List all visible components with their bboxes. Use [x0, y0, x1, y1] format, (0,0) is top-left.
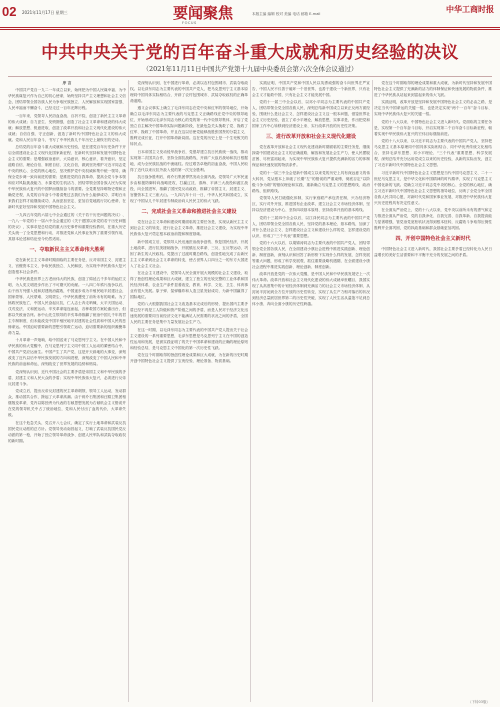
article-subtitle: （2021年11月11日中国共产党第十九届中央委员会第六次全体会议通过）: [142, 65, 358, 73]
paragraph: 党领导人民打破僵化体制，实行家庭联产承包责任制，兴办经济特区，实行对外开放，推进国有企业改革，建立社会主义市场经济体制，坚持以经济建设为中心、坚持四项基本原则、坚持改革开放的基本路线。: [252, 196, 370, 213]
paragraph: 在社会主义建设中，党领导人民全面开展大规模的社会主义建设，取得了独创性理论成果和巨大成就，建立了独立的比较完整的工业体系和国民经济体系，农业生产条件显著改变，教育、科学、文化、卫生、体育事业有很大发展。原子弹、氢弹爆炸和人造卫星发射成功，为新中国赢得了国际地位。: [130, 270, 248, 299]
page-header: [0, 0, 500, 30]
section-subtitle: FOCUS: [182, 21, 197, 25]
header-rule-thin: [0, 29, 500, 30]
newspaper-masthead: 中华工商时报: [446, 5, 494, 14]
paragraph: 在全面从严治党上，党的十八大以来，党中央以前所未有的勇气和定力推进全面从严治党，党的自我净化、自我完善、自我革新、自我提高能力显著增强，管党治党宽松软状况得到根本扭转，反腐败斗争取得压倒性胜利并全面巩固，党的执政基础和群众基础更加巩固。: [374, 207, 492, 230]
header-rule: [0, 27, 500, 28]
title-rule: [8, 76, 492, 77]
continued-note: （下转03版）: [468, 700, 490, 704]
paragraph: 一百年来，党领导人民浴血奋战、百折不挠，创造了新民主主义革命的伟大成就；自力更生、发愤图强，创造了社会主义革命和建设的伟大成就；解放思想、锐意进取，创造了改革开放和社会主义现代化建设的伟大成就；自信自强、守正创新，创造了新时代中国特色社会主义的伟大成就。党和人民百年奋斗，书写了中华民族几千年历史上最恢宏的史诗。: [8, 113, 126, 142]
section-heading-1: 一、夺取新民主主义革命伟大胜利: [29, 246, 105, 253]
paragraph: 党的十八大以来，以习近平同志为主要代表的中国共产党人，坚持把马克思主义基本原理同中国具体实际相结合、同中华优秀传统文化相结合，坚持毛泽东思想、邓小平理论、“三个代表”重要思想、科学发展观，深刻总结并充分运用党成立以来的历史经验，从新的实际出发，创立了习近平新时代中国特色社会主义思想。: [374, 139, 492, 168]
paragraph: 党的八大根据我国社会主义改造基本完成后的形势，提出国内主要矛盾已经不再是工人阶级和资产阶级之间的矛盾，而是人民对于经济文化迅速发展的需要同当前经济文化不能满足人民需要的状况之间的矛盾，全国人民的主要任务是集中力量发展社会生产力。: [130, 302, 248, 325]
editor-credits: 本版主编 编辑 校对 美编 电话 邮箱 E-mail: [252, 12, 321, 16]
paragraph: 实践证明，中国共产党和中国人民以英勇顽强的奋斗向世界庄严宣告，中国人民不仅善于破坏一个旧世界，也善于建设一个新世界，只有社会主义才能救中国，只有社会主义才能发展中国。: [252, 81, 370, 97]
paragraph: 党的十三届四中全会以后，以江泽民同志为主要代表的中国共产党人，团结带领全党全国各族人民，坚持党的基本理论、基本路线，加深了对什么是社会主义、怎样建设社会主义和建设什么样的党、怎样建设党的认识，形成了“三个代表”重要思想。: [252, 215, 370, 238]
paragraph: 党成立后，提出反帝反封建的民主革命纲领，领导工人运动，发动群众，推动国共合作，掀起了大革命高潮。由于蒋介石集团和汪精卫集团相继叛变革命，党内以陈独秀为代表的右倾思想发展为右倾机会主义错误并在党的领导机关中占了统治地位，党和人民付出了血的代价，大革命失败。: [8, 389, 126, 418]
paragraph: 遵义会议事实上确立了毛泽东同志在党中央和红军的领导地位，开始确立以毛泽东同志为主要代表的马克思主义正确路线在党中央的领导地位，开始形成以毛泽东同志为核心的党的第一代中央领导集体，开启了党独立自主解决中国革命实际问题新阶段，在最危急关头挽救了党、挽救了红军、挽救了中国革命，并且在这以后使党能够战胜张国焘的分裂主义，胜利完成长征，打开中国革命新局面。这在党的历史上是一个生死攸关的转折点。: [130, 106, 248, 147]
paragraph: 实践证明，改革开放是坚持和发展中国特色社会主义的必由之路，是决定当代中国命运的关键一招，也是决定实现“两个一百年”奋斗目标、实现中华民族伟大复兴的关键一招。: [374, 100, 492, 117]
paragraph: 党在这个时期取得的理论成果和重大成就，为新时代坚持和发展中国特色社会主义提供了充满新的活力的体制保证和快速发展的物质条件，推进了中华民族从站起来到富起来的伟大飞跃。: [374, 81, 492, 97]
paragraph: 中国共产党自一九二一年成立以来，始终把为中国人民谋幸福、为中华民族谋复兴作为自己的初心使命，始终坚持共产主义理想和社会主义信念，团结带领全国各族人民为争取民族独立、人民解放和实现国家富强、人民幸福而不懈奋斗，已经走过一百年光辉历程。: [8, 88, 126, 111]
paragraph: 一九四五年党的六届七中全会通过的《关于若干历史问题的决议》、一九八一年党的十一届六中全会通过的《关于建国以来党的若干历史问题的决议》，实事求是总结党的重大历史事件和重要经验教训，在重大历史关头统一了全党思想和行动，对推进党和人民事业发挥了重要引领作用，其基本论述和结论至今仍然适用。: [8, 212, 126, 241]
paragraph: 党在社会主义革命和建设时期面临的主要任务是，实现从新民主主义到社会主义的转变，进行社会主义革命，推进社会主义建设，为实现中华民族伟大复兴奠定根本政治前提和制度基础。: [130, 220, 248, 237]
paragraph: 在这一时期，以毛泽东同志为主要代表的中国共产党人提出关于社会主义建设的一系列重要思想，毛泽东思想是马克思列宁主义在中国的创造性运用和发展，是被实践证明了的关于中国革命和建设的正确的理论原则和经验总结，是马克思主义中国化的第一次历史性飞跃。: [130, 327, 248, 350]
paragraph: 党的十一届三中全会以后，以邓小平同志为主要代表的中国共产党人，团结带领全党全国各族人民，深刻总结新中国成立以来正反两方面经验，围绕什么是社会主义、怎样建设社会主义这一根本问题，借鉴世界社会主义历史经验，创立了邓小平理论，解放思想，实事求是，作出把党和国家工作中心转移到经济建设上来、实行改革开放的历史性决策。: [252, 100, 370, 129]
paragraph: 中华民族是世界上古老而伟大的民族，创造了绵延五千多年的灿烂文明，为人类文明进步作出了不可磨灭的贡献。一八四〇年鸦片战争以后，由于西方列强入侵和封建统治腐败，中国逐步成为半殖民地半封建社会，国家蒙辱、人民蒙难、文明蒙尘，中华民族遭受了前所未有的劫难。为了拯救民族危亡，中国人民奋起反抗，仁人志士奔走呐喊，太平天国运动、戊戌变法、义和团运动、辛亥革命接连而起，各种救国方案轮番出台，但都以失败而告终。孙中山先生领导的辛亥革命推翻了统治中国几千年的君主专制制度，但未能改变中国半殖民地半封建的社会性质和中国人民的悲惨命运。中国迫切需要新的思想引领救亡运动，迫切需要新的组织凝聚革命力量。: [8, 276, 126, 335]
paragraph: 日本帝国主义发动侵华战争后，党倡导建立抗日民族统一战线，推动实现第二次国共合作，坚持全面抗战路线，开辟广大敌后战场和抗日根据地，成为全民族抗战的中流砥柱。经过艰苦卓绝的浴血奋战，中国人民取得了近代以来反抗外敌入侵的第一次完全胜利。: [130, 149, 248, 172]
paragraph: 改革开放是党的一次伟大觉醒，是中国人民和中华民族发展史上一次伟大革命。改革开放和社会主义现代化建设的伟大成就举世瞩目，我国实现了从高度集中的计划经济体制到充满活力的社会主义市场经济体制、从封闭半封闭到全方位开放的历史性转变，实现了从生产力相对落后的状况到经济总量跃居世界第二的历史性突破，实现了人民生活从温饱不足到总体小康、奔向全面小康的历史性跨越。: [252, 272, 370, 307]
paragraph: 总结党的百年奋斗重大成就和历史经验，是在建党百年历史条件下开启全面建设社会主义现代化国家新征程、在新时代坚持和发展中国特色社会主义的需要；是增强政治意识、大局意识、核心意识、看齐意识，坚定道路自信、理论自信、制度自信、文化自信，做到坚决维护习近平同志党中央的核心、全党的核心地位，坚决维护党中央权威和集中统一领导，确保全党步调一致向前进的需要；是推进党的自我革命、提高全党斗争本领和应对风险挑战能力、永葆党的生机活力、团结带领全国各族人民为实现中华民族伟大复兴的中国梦而继续奋斗的需要。全党要坚持唯物史观和正确党史观，从党的百年奋斗中看清楚过去我们为什么能够成功、弄明白未来我们怎样才能继续成功，从而更加坚定、更加自觉地践行初心使命，在新时代更好坚持和发展中国特色社会主义。: [8, 145, 126, 210]
paragraph: 在这个危急关头，党召开八七会议，确定了实行土地革命和武装反抗国民党反动派的总方针。党领导发动南昌起义，打响了武装反抗国民党反动派的第一枪，开始了独立领导革命战争、创建人民军队和武装夺取政权的新时期。: [8, 420, 126, 443]
paragraph: 习近平新时代中国特色社会主义思想是当代中国马克思主义、二十一世纪马克思主义，是中华文化和中国精神的时代精华，实现了马克思主义中国化新的飞跃。党确立习近平同志党中央的核心、全党的核心地位，确立习近平新时代中国特色社会主义思想的指导地位，反映了全党全军全国各族人民共同心愿，对新时代党和国家事业发展、对推进中华民族伟大复兴历史进程具有决定性意义。: [374, 170, 492, 205]
paragraph: 党在改革开放和社会主义现代化建设新时期面临的主要任务是，继续探索中国建设社会主义的正确道路，解放和发展社会生产力，使人民摆脱贫困、尽快富裕起来，为实现中华民族伟大复兴提供充满新的活力的体制保证和快速发展的物质条件。: [252, 145, 370, 168]
text-column-3: [252, 80, 370, 702]
section-heading-4: 四、开创中国特色社会主义新时代: [395, 235, 471, 242]
page-number: 02: [2, 4, 17, 19]
paragraph: 党在这个时期取得的独创性理论成果和巨大成就，为在新的历史时期开创中国特色社会主义提供了宝贵经验、理论准备、物质基础。: [130, 353, 248, 364]
paragraph: 党在新民主主义革命时期面临的主要任务是，反对帝国主义、封建主义、官僚资本主义，争取民族独立、人民解放，为实现中华民族伟大复兴创造根本社会条件。: [8, 257, 126, 274]
paragraph: 党深刻认识到，在中国进行革命，必须以农村包围城市、武装夺取政权。以毛泽东同志为主要代表的中国共产党人，把马克思列宁主义基本原理同中国具体实际相结合，开辟了农村包围城市、武装夺取政权的正确革命道路。: [130, 81, 248, 103]
section-heading-3: 三、进行改革开放和社会主义现代化建设: [265, 134, 356, 141]
preface-heading: 序 言: [62, 81, 72, 85]
text-column-1: [8, 80, 126, 702]
section-heading-2: 二、完成社会主义革命和推进社会主义建设: [141, 209, 237, 216]
publication-date: 2021年11月17日 星期三: [22, 10, 68, 15]
paragraph: 十月革命一声炮响，给中国送来了马克思列宁主义。在中国人民和中华民族的伟大觉醒中，在马克思列宁主义同中国工人运动的紧密结合中，中国共产党应运而生。中国产生了共产党，这是开天辟地的大事变，深刻改变了近代以后中华民族发展的方向和进程，深刻改变了中国人民和中华民族的前途和命运，深刻改变了世界发展的趋势和格局。: [8, 338, 126, 367]
paragraph: 党的十六大以后，以胡锦涛同志为主要代表的中国共产党人，团结带领全党全国各族人民，在全面建设小康社会进程中推进实践创新、理论创新、制度创新，深刻认识和回答了新形势下实现什么样的发展、怎样发展等重大问题，形成了科学发展观，抓住重要战略机遇期，在全面建设小康社会进程中推进实践创新、理论创新、制度创新。: [252, 240, 370, 269]
article-title: 中共中央关于党的百年奋斗重大成就和历史经验的决议: [41, 43, 459, 63]
section-title: 要闻聚焦: [173, 4, 234, 22]
paragraph: 新中国成立后，党领导人民迅速医治战争创伤、恢复国民经济，开展土地改革，进行抗美援朝战争，开展镇压反革命、三反、五反等运动，巩固了新生的人民政权。党提出了过渡时期总路线，创造性地完成了由新民主主义革命到社会主义革命的转变，使占世界人口四分之一的东方大国进入了社会主义社会。: [130, 239, 248, 268]
text-column-2: [130, 80, 248, 702]
paragraph: 党的十一届三中全会是新中国成立以来党的历史上具有深远意义的伟大转折，党从根本上冲破了长期“左”的错误的严重束缚，彻底否定“以阶级斗争为纲”的错误理论和实践，重新确立马克思主义的思想路线、政治路线、组织路线。: [252, 170, 370, 193]
paragraph: 党的十八大以来，中国特色社会主义进入新时代。党面临的主要任务是，实现第一个百年奋斗目标，开启实现第二个百年奋斗目标新征程，朝着实现中华民族伟大复兴的宏伟目标继续前进。: [374, 119, 492, 136]
paragraph: 中国特色社会主义进入新时代，我国社会主要矛盾已经转化为人民日益增长的美好生活需要和不平衡不充分的发展之间的矛盾。: [374, 246, 492, 257]
paragraph: 抗日战争胜利后，蒋介石集团悍然发动全面内战。党领导广大军民逐步由积极防御转向战略进攻，打赢辽沈、淮海、平津三大战役和渡江战役，向全国进军，推翻了国民党反动政府，推翻了帝国主义、封建主义、官僚资本主义三座大山。一九四九年十月一日，中华人民共和国成立，实现了中国从几千年封建专制政治向人民民主的伟大飞跃。: [130, 175, 248, 204]
text-column-4: [374, 80, 492, 702]
paragraph: 党深刻认识到，近代中国社会的主要矛盾是帝国主义和中华民族的矛盾、封建主义和人民大众的矛盾；实现中华民族伟大复兴，必须进行反帝反封建斗争。: [8, 369, 126, 386]
